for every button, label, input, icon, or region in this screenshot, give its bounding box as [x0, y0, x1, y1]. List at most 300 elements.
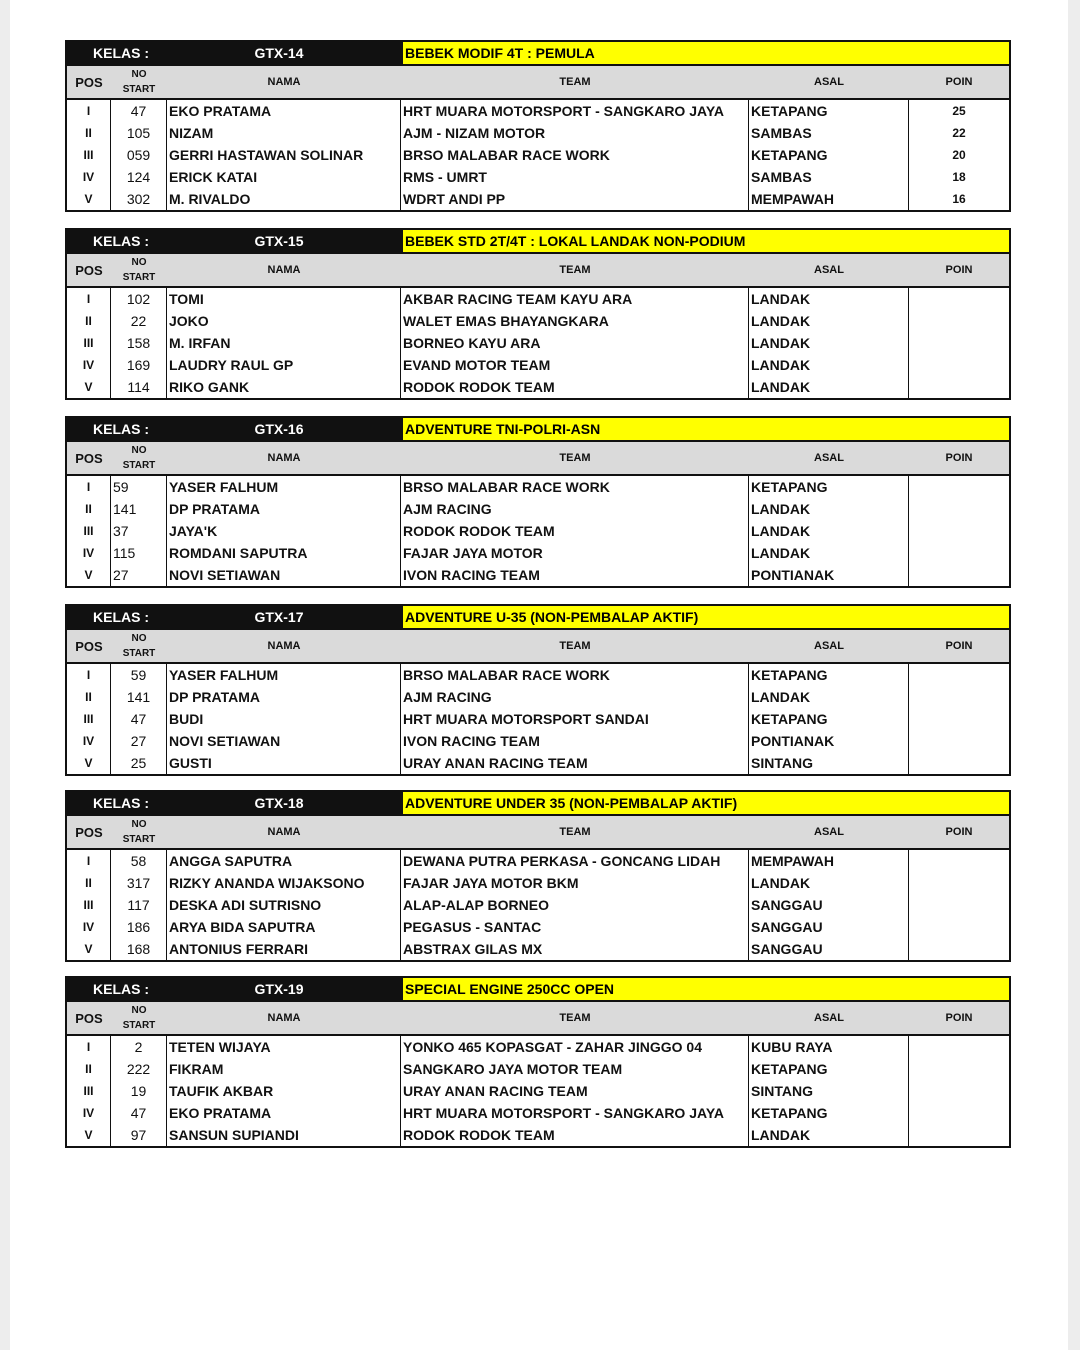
cell-team: FAJAR JAYA MOTOR BKM	[401, 872, 749, 894]
col-team: TEAM	[559, 264, 591, 276]
result-rows	[67, 288, 1009, 398]
cell-no-start: 141	[111, 686, 167, 708]
cell-team: WDRT ANDI PP	[401, 188, 749, 210]
cell-nama: M. RIVALDO	[167, 188, 401, 210]
cell-no-start: 105	[111, 122, 167, 144]
col-nama: NAMA	[267, 76, 301, 88]
results-table-gtx-19	[65, 976, 1011, 1148]
cell-pos: IV	[67, 542, 111, 564]
cell-team: AJM RACING	[401, 498, 749, 520]
cell-pos: I	[67, 476, 111, 498]
cell-asal: LANDAK	[749, 1124, 909, 1146]
col-start-label: START	[122, 834, 156, 845]
cell-asal: LANDAK	[749, 354, 909, 376]
cell-no-start: 37	[111, 520, 167, 542]
table-row	[67, 188, 1009, 210]
cell-nama: M. IRFAN	[167, 332, 401, 354]
col-poin: POIN	[945, 76, 973, 88]
cell-asal: KETAPANG	[749, 1058, 909, 1080]
cell-nama: ROMDANI SAPUTRA	[167, 542, 401, 564]
cell-pos: IV	[67, 166, 111, 188]
cell-nama: TOMI	[167, 288, 401, 310]
class-header-left	[67, 978, 401, 1000]
col-no-start	[111, 630, 167, 662]
col-start-label: START	[122, 272, 156, 283]
class-code: GTX-14	[254, 45, 304, 61]
document-page	[10, 0, 1068, 1350]
cell-nama: NOVI SETIAWAN	[167, 730, 401, 752]
cell-asal: LANDAK	[749, 686, 909, 708]
col-start-label: START	[122, 1020, 156, 1031]
cell-team: PEGASUS - SANTAC	[401, 916, 749, 938]
cell-poin	[909, 664, 1009, 686]
cell-team: BRSO MALABAR RACE WORK	[401, 476, 749, 498]
col-nama: NAMA	[267, 264, 301, 276]
cell-poin: 20	[952, 148, 966, 162]
cell-no-start: 58	[111, 850, 167, 872]
col-nama: NAMA	[267, 826, 301, 838]
cell-poin	[909, 564, 1009, 586]
results-table-gtx-17	[65, 604, 1011, 776]
results-table-gtx-18	[65, 790, 1011, 962]
table-row	[67, 1124, 1009, 1146]
cell-no-start: 22	[111, 310, 167, 332]
cell-nama: LAUDRY RAUL GP	[167, 354, 401, 376]
col-asal: ASAL	[814, 1012, 844, 1024]
kelas-label: KELAS :	[93, 45, 149, 61]
class-header	[67, 978, 1009, 1002]
col-team: TEAM	[559, 640, 591, 652]
cell-nama: FIKRAM	[167, 1058, 401, 1080]
col-asal: ASAL	[814, 452, 844, 464]
cell-poin	[909, 872, 1009, 894]
cell-pos: V	[67, 1124, 111, 1146]
cell-team: WALET EMAS BHAYANGKARA	[401, 310, 749, 332]
cell-asal: MEMPAWAH	[749, 188, 909, 210]
cell-nama: RIZKY ANANDA WIJAKSONO	[167, 872, 401, 894]
cell-poin	[909, 708, 1009, 730]
cell-nama: JAYA'K	[167, 520, 401, 542]
table-row	[67, 310, 1009, 332]
cell-nama: RIKO GANK	[167, 376, 401, 398]
col-no-start	[111, 254, 167, 286]
cell-asal: LANDAK	[749, 520, 909, 542]
class-header-left	[67, 418, 401, 440]
kelas-label: KELAS :	[93, 421, 149, 437]
cell-no-start: 27	[111, 730, 167, 752]
cell-nama: EKO PRATAMA	[167, 100, 401, 122]
class-code: GTX-15	[254, 233, 304, 249]
results-table-gtx-16	[65, 416, 1011, 588]
col-pos: POS	[75, 638, 103, 654]
table-row	[67, 376, 1009, 398]
col-nama: NAMA	[267, 452, 301, 464]
cell-no-start: 19	[111, 1080, 167, 1102]
cell-nama: BUDI	[167, 708, 401, 730]
cell-pos: IV	[67, 354, 111, 376]
cell-pos: V	[67, 188, 111, 210]
cell-poin	[909, 1102, 1009, 1124]
result-rows	[67, 1036, 1009, 1146]
cell-nama: TETEN WIJAYA	[167, 1036, 401, 1058]
cell-no-start: 317	[111, 872, 167, 894]
class-title: ADVENTURE UNDER 35 (NON-PEMBALAP AKTIF)	[401, 792, 1009, 814]
cell-pos: II	[67, 310, 111, 332]
cell-asal: PONTIANAK	[749, 564, 909, 586]
cell-no-start: 27	[111, 564, 167, 586]
cell-asal: LANDAK	[749, 332, 909, 354]
cell-pos: IV	[67, 1102, 111, 1124]
cell-poin	[909, 916, 1009, 938]
cell-nama: ERICK KATAI	[167, 166, 401, 188]
cell-team: DEWANA PUTRA PERKASA - GONCANG LIDAH	[401, 850, 749, 872]
col-team: TEAM	[559, 452, 591, 464]
cell-team: IVON RACING TEAM	[401, 730, 749, 752]
cell-pos: I	[67, 664, 111, 686]
table-row	[67, 498, 1009, 520]
cell-asal: KETAPANG	[749, 1102, 909, 1124]
cell-team: HRT MUARA MOTORSPORT SANDAI	[401, 708, 749, 730]
cell-team: AKBAR RACING TEAM KAYU ARA	[401, 288, 749, 310]
col-team: TEAM	[559, 76, 591, 88]
col-asal: ASAL	[814, 76, 844, 88]
cell-no-start: 47	[111, 1102, 167, 1124]
table-row	[67, 730, 1009, 752]
table-row	[67, 542, 1009, 564]
results-table-gtx-15	[65, 228, 1011, 400]
col-pos: POS	[75, 450, 103, 466]
cell-no-start: 59	[111, 476, 167, 498]
cell-poin	[909, 376, 1009, 398]
col-nama: NAMA	[267, 640, 301, 652]
class-header	[67, 230, 1009, 254]
result-rows	[67, 476, 1009, 586]
table-row	[67, 1058, 1009, 1080]
col-asal: ASAL	[814, 264, 844, 276]
col-no-label: NO	[131, 257, 147, 268]
class-code: GTX-18	[254, 795, 304, 811]
col-poin: POIN	[945, 826, 973, 838]
cell-poin	[909, 332, 1009, 354]
cell-no-start: 114	[111, 376, 167, 398]
cell-pos: V	[67, 376, 111, 398]
cell-asal: KETAPANG	[749, 664, 909, 686]
cell-team: RODOK RODOK TEAM	[401, 376, 749, 398]
cell-poin	[909, 1080, 1009, 1102]
cell-pos: II	[67, 122, 111, 144]
table-row	[67, 708, 1009, 730]
cell-asal: SANGGAU	[749, 938, 909, 960]
table-row	[67, 872, 1009, 894]
table-row	[67, 1036, 1009, 1058]
cell-no-start: 059	[111, 144, 167, 166]
col-poin: POIN	[945, 264, 973, 276]
class-header-left	[67, 606, 401, 628]
table-row	[67, 520, 1009, 542]
result-rows	[67, 850, 1009, 960]
col-no-label: NO	[131, 69, 147, 80]
cell-team: HRT MUARA MOTORSPORT - SANGKARO JAYA	[401, 1102, 749, 1124]
cell-poin	[909, 288, 1009, 310]
result-rows	[67, 664, 1009, 774]
cell-poin	[909, 938, 1009, 960]
column-headers	[67, 254, 1009, 288]
col-start-label: START	[122, 648, 156, 659]
cell-poin	[909, 310, 1009, 332]
cell-asal: SINTANG	[749, 1080, 909, 1102]
col-pos: POS	[75, 262, 103, 278]
col-pos: POS	[75, 74, 103, 90]
cell-asal: SINTANG	[749, 752, 909, 774]
cell-team: URAY ANAN RACING TEAM	[401, 1080, 749, 1102]
cell-team: ALAP-ALAP BORNEO	[401, 894, 749, 916]
cell-nama: EKO PRATAMA	[167, 1102, 401, 1124]
cell-pos: III	[67, 144, 111, 166]
class-title: ADVENTURE U-35 (NON-PEMBALAP AKTIF)	[401, 606, 1009, 628]
cell-poin	[909, 354, 1009, 376]
cell-no-start: 47	[111, 708, 167, 730]
cell-team: BRSO MALABAR RACE WORK	[401, 664, 749, 686]
cell-team: ABSTRAX GILAS MX	[401, 938, 749, 960]
cell-no-start: 102	[111, 288, 167, 310]
cell-asal: KETAPANG	[749, 708, 909, 730]
cell-pos: IV	[67, 916, 111, 938]
cell-nama: DESKA ADI SUTRISNO	[167, 894, 401, 916]
cell-pos: III	[67, 332, 111, 354]
cell-pos: III	[67, 1080, 111, 1102]
cell-poin	[909, 476, 1009, 498]
class-title: ADVENTURE TNI-POLRI-ASN	[401, 418, 1009, 440]
table-row	[67, 752, 1009, 774]
cell-asal: SAMBAS	[749, 122, 909, 144]
column-headers	[67, 66, 1009, 100]
cell-asal: KETAPANG	[749, 144, 909, 166]
class-header	[67, 418, 1009, 442]
col-poin: POIN	[945, 1012, 973, 1024]
table-row	[67, 354, 1009, 376]
cell-asal: KUBU RAYA	[749, 1036, 909, 1058]
cell-nama: SANSUN SUPIANDI	[167, 1124, 401, 1146]
col-no-label: NO	[131, 445, 147, 456]
cell-asal: SAMBAS	[749, 166, 909, 188]
cell-nama: YASER FALHUM	[167, 664, 401, 686]
cell-poin	[909, 1036, 1009, 1058]
table-row	[67, 122, 1009, 144]
kelas-label: KELAS :	[93, 233, 149, 249]
cell-nama: DP PRATAMA	[167, 498, 401, 520]
class-code: GTX-16	[254, 421, 304, 437]
cell-pos: II	[67, 872, 111, 894]
cell-asal: KETAPANG	[749, 100, 909, 122]
cell-no-start: 141	[111, 498, 167, 520]
cell-poin	[909, 498, 1009, 520]
cell-poin	[909, 752, 1009, 774]
cell-team: YONKO 465 KOPASGAT - ZAHAR JINGGO 04	[401, 1036, 749, 1058]
cell-poin	[909, 520, 1009, 542]
cell-nama: NIZAM	[167, 122, 401, 144]
col-start-label: START	[122, 84, 156, 95]
cell-nama: YASER FALHUM	[167, 476, 401, 498]
cell-team: HRT MUARA MOTORSPORT - SANGKARO JAYA	[401, 100, 749, 122]
cell-pos: II	[67, 498, 111, 520]
cell-nama: GERRI HASTAWAN SOLINAR	[167, 144, 401, 166]
column-headers	[67, 630, 1009, 664]
class-title: SPECIAL ENGINE 250CC OPEN	[401, 978, 1009, 1000]
table-row	[67, 938, 1009, 960]
cell-pos: I	[67, 1036, 111, 1058]
table-row	[67, 1080, 1009, 1102]
cell-pos: III	[67, 708, 111, 730]
column-headers	[67, 816, 1009, 850]
class-header	[67, 42, 1009, 66]
cell-no-start: 47	[111, 100, 167, 122]
cell-poin	[909, 730, 1009, 752]
cell-asal: LANDAK	[749, 288, 909, 310]
cell-asal: LANDAK	[749, 376, 909, 398]
table-row	[67, 100, 1009, 122]
col-pos: POS	[75, 1010, 103, 1026]
cell-nama: GUSTI	[167, 752, 401, 774]
cell-nama: TAUFIK AKBAR	[167, 1080, 401, 1102]
cell-asal: KETAPANG	[749, 476, 909, 498]
col-start-label: START	[122, 460, 156, 471]
class-header-left	[67, 230, 401, 252]
cell-team: RODOK RODOK TEAM	[401, 520, 749, 542]
cell-nama: NOVI SETIAWAN	[167, 564, 401, 586]
col-asal: ASAL	[814, 640, 844, 652]
col-no-label: NO	[131, 819, 147, 830]
table-row	[67, 894, 1009, 916]
class-code: GTX-17	[254, 609, 304, 625]
cell-pos: II	[67, 1058, 111, 1080]
col-no-label: NO	[131, 1005, 147, 1016]
cell-team: FAJAR JAYA MOTOR	[401, 542, 749, 564]
class-title: BEBEK MODIF 4T : PEMULA	[401, 42, 1009, 64]
class-title: BEBEK STD 2T/4T : LOKAL LANDAK NON-PODIUM	[401, 230, 1009, 252]
cell-no-start: 115	[111, 542, 167, 564]
col-team: TEAM	[559, 1012, 591, 1024]
cell-pos: I	[67, 100, 111, 122]
table-row	[67, 1102, 1009, 1124]
class-header-left	[67, 792, 401, 814]
cell-no-start: 124	[111, 166, 167, 188]
table-row	[67, 332, 1009, 354]
cell-nama: ARYA BIDA SAPUTRA	[167, 916, 401, 938]
cell-team: SANGKARO JAYA MOTOR TEAM	[401, 1058, 749, 1080]
cell-poin	[909, 894, 1009, 916]
col-poin: POIN	[945, 640, 973, 652]
cell-pos: III	[67, 894, 111, 916]
class-code: GTX-19	[254, 981, 304, 997]
cell-asal: LANDAK	[749, 498, 909, 520]
col-team: TEAM	[559, 826, 591, 838]
cell-pos: III	[67, 520, 111, 542]
cell-no-start: 97	[111, 1124, 167, 1146]
col-asal: ASAL	[814, 826, 844, 838]
cell-team: EVAND MOTOR TEAM	[401, 354, 749, 376]
cell-poin	[909, 542, 1009, 564]
cell-no-start: 2	[111, 1036, 167, 1058]
cell-asal: LANDAK	[749, 542, 909, 564]
cell-no-start: 59	[111, 664, 167, 686]
cell-team: BRSO MALABAR RACE WORK	[401, 144, 749, 166]
cell-no-start: 168	[111, 938, 167, 960]
cell-no-start: 186	[111, 916, 167, 938]
cell-nama: DP PRATAMA	[167, 686, 401, 708]
cell-team: AJM RACING	[401, 686, 749, 708]
cell-pos: V	[67, 752, 111, 774]
class-header	[67, 792, 1009, 816]
cell-poin	[909, 850, 1009, 872]
table-row	[67, 476, 1009, 498]
col-no-start	[111, 1002, 167, 1034]
class-header	[67, 606, 1009, 630]
cell-poin: 22	[952, 126, 966, 140]
col-no-start	[111, 66, 167, 98]
cell-no-start: 169	[111, 354, 167, 376]
table-row	[67, 664, 1009, 686]
col-poin: POIN	[945, 452, 973, 464]
cell-no-start: 222	[111, 1058, 167, 1080]
cell-asal: LANDAK	[749, 310, 909, 332]
cell-asal: MEMPAWAH	[749, 850, 909, 872]
cell-nama: JOKO	[167, 310, 401, 332]
cell-poin	[909, 1058, 1009, 1080]
cell-asal: SANGGAU	[749, 916, 909, 938]
cell-team: IVON RACING TEAM	[401, 564, 749, 586]
cell-no-start: 158	[111, 332, 167, 354]
cell-team: RMS - UMRT	[401, 166, 749, 188]
column-headers	[67, 1002, 1009, 1036]
cell-team: RODOK RODOK TEAM	[401, 1124, 749, 1146]
cell-no-start: 25	[111, 752, 167, 774]
cell-nama: ANTONIUS FERRARI	[167, 938, 401, 960]
cell-team: AJM - NIZAM MOTOR	[401, 122, 749, 144]
cell-pos: I	[67, 850, 111, 872]
cell-poin: 25	[952, 104, 966, 118]
column-headers	[67, 442, 1009, 476]
kelas-label: KELAS :	[93, 981, 149, 997]
cell-asal: SANGGAU	[749, 894, 909, 916]
cell-team: BORNEO KAYU ARA	[401, 332, 749, 354]
cell-no-start: 117	[111, 894, 167, 916]
cell-asal: LANDAK	[749, 872, 909, 894]
table-row	[67, 850, 1009, 872]
cell-pos: V	[67, 938, 111, 960]
result-rows	[67, 100, 1009, 210]
col-no-label: NO	[131, 633, 147, 644]
cell-asal: PONTIANAK	[749, 730, 909, 752]
cell-pos: I	[67, 288, 111, 310]
class-header-left	[67, 42, 401, 64]
cell-nama: ANGGA SAPUTRA	[167, 850, 401, 872]
table-row	[67, 166, 1009, 188]
kelas-label: KELAS :	[93, 795, 149, 811]
cell-pos: II	[67, 686, 111, 708]
col-nama: NAMA	[267, 1012, 301, 1024]
cell-poin	[909, 1124, 1009, 1146]
cell-poin: 16	[952, 192, 966, 206]
table-row	[67, 288, 1009, 310]
col-no-start	[111, 816, 167, 848]
cell-poin: 18	[952, 170, 966, 184]
col-pos: POS	[75, 824, 103, 840]
results-table-gtx-14	[65, 40, 1011, 212]
kelas-label: KELAS :	[93, 609, 149, 625]
table-row	[67, 916, 1009, 938]
col-no-start	[111, 442, 167, 474]
cell-poin	[909, 686, 1009, 708]
